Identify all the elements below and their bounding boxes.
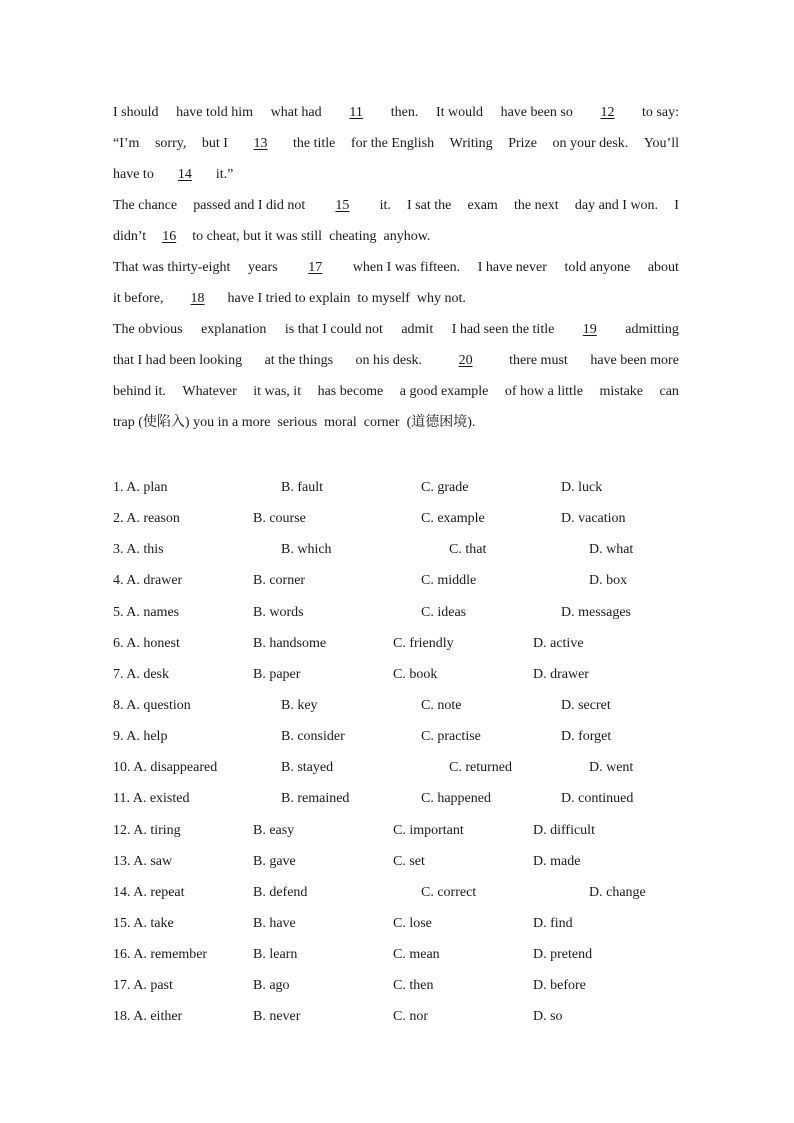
text: on his desk. [355,353,423,368]
text: about [647,260,679,275]
text: exam [467,198,498,213]
passage [113,97,679,438]
question-row [113,939,679,970]
option-c: C. example [421,511,485,527]
option-d: D. box [589,573,628,589]
option-d: D. made [533,853,581,869]
option-c: C. friendly [393,635,454,651]
text: the next [513,198,559,213]
option-b: B. never [253,1009,301,1025]
option-c: C. ideas [421,604,467,620]
text: have told him [176,105,254,120]
text: to say: [642,105,679,120]
text: I [674,198,679,213]
option-d: D. forget [561,729,612,745]
option-c: C. returned [449,760,512,776]
option-c: C. book [393,666,438,682]
text: moral [324,415,357,430]
option-c: C. correct [421,884,477,900]
text: what had [270,105,322,120]
text: didn’t [113,229,147,244]
question-row [113,846,679,877]
passage-line-5 [113,221,679,252]
text: I should [113,105,159,120]
option-c: C. grade [421,480,469,495]
option-a: 18. A. either [113,1009,183,1025]
text: can [659,384,679,399]
question-row [113,472,679,503]
text: admitting [625,322,679,337]
question-row [113,1001,679,1032]
option-b: B. learn [253,947,298,963]
text: to myself [357,291,410,306]
option-b: B. words [253,604,304,620]
option-a: 12. A. tiring [113,822,181,838]
option-b: B. handsome [253,635,327,651]
question-row [113,721,679,752]
option-d: D. active [533,635,584,651]
question-row [113,752,679,783]
text: there must [509,353,568,368]
text: behind it. [113,384,166,399]
text: it was, it [253,384,302,399]
text: have to [113,167,154,182]
option-b: B. fault [281,480,323,495]
text: sorry, [154,136,187,151]
option-a: 4. A. drawer [113,573,183,589]
text: years [248,260,278,275]
text: Prize [508,136,537,151]
text: corner [363,415,400,430]
text: on your desk. [552,136,629,151]
option-b: B. defend [253,884,308,900]
blank-16: 16 [162,229,177,244]
question-row [113,783,679,814]
text: The chance [113,198,178,213]
blank-11: 11 [349,105,363,120]
text: passed and I did not [193,198,306,213]
passage-line-1 [113,97,679,128]
text: serious [277,415,318,430]
text: of how a little [504,384,583,399]
passage-line-8 [113,314,679,345]
passage-line-9 [113,345,679,376]
option-c: C. practise [421,729,481,745]
text: day and I won. [574,198,659,213]
text: The obvious [113,322,183,337]
option-d: D. vacation [561,511,626,527]
option-c: C. lose [393,915,432,931]
question-row [113,597,679,628]
option-b: B. gave [253,853,296,869]
passage-line-3 [113,159,679,190]
blank-20: 20 [458,353,473,368]
option-d: D. continued [561,791,634,807]
text: it. [379,198,391,213]
answer-options [113,472,679,1033]
text: admit [401,322,434,337]
passage-line-6 [113,252,679,283]
option-c: C. set [393,853,425,869]
text: the title [293,136,336,151]
text: it before, [113,291,164,306]
text: is that I could not [284,322,383,337]
text: at the things [264,353,334,368]
text: Writing [449,136,493,151]
question-row [113,659,679,690]
option-d: D. find [533,915,573,931]
text: (道德困境). [406,415,476,430]
text: mistake [599,384,644,399]
passage-line-10 [113,376,679,407]
option-b: B. key [281,697,318,713]
text: told anyone [564,260,631,275]
text: has become [317,384,384,399]
question-row [113,970,679,1001]
text: a good example [399,384,489,399]
blank-12: 12 [600,105,615,120]
option-c: C. important [393,822,464,838]
option-c: C. middle [421,573,477,589]
passage-line-4 [113,190,679,221]
option-d: D. messages [561,604,631,620]
text: It would [435,105,483,120]
text: That was thirty-eight [113,260,231,275]
text: cheating [329,229,377,244]
option-b: B. remained [281,791,350,807]
option-b: B. course [253,511,306,527]
text: trap (使陷入) you in a more [113,415,271,430]
option-a: 17. A. past [113,978,173,994]
option-c: C. mean [393,947,440,963]
option-b: B. corner [253,573,306,589]
option-d: D. went [589,760,634,776]
option-d: D. what [589,542,634,558]
question-row [113,908,679,939]
text: have been more [590,353,679,368]
text: “I’m [113,136,140,151]
text: anyhow. [383,229,431,244]
option-a: 9. A. help [113,729,168,745]
passage-line-7 [113,283,679,314]
option-d: D. pretend [533,947,593,963]
text: I have never [477,260,547,275]
option-a: 3. A. this [113,542,164,558]
option-d: D. change [589,884,646,900]
option-b: B. have [253,915,296,931]
blank-13: 13 [253,136,268,151]
question-row [113,877,679,908]
option-a: 2. A. reason [113,511,180,527]
text: to cheat, but it was still [192,229,323,244]
option-b: B. consider [281,729,345,745]
text: then. [390,105,419,120]
text: Whatever [182,384,237,399]
blank-18: 18 [190,291,205,306]
option-d: D. before [533,978,586,994]
option-a: 5. A. names [113,604,180,620]
blank-14: 14 [177,167,192,182]
option-d: D. luck [561,480,603,495]
question-row [113,565,679,596]
option-a: 11. A. existed [113,791,190,807]
text: I sat the [407,198,452,213]
option-c: C. that [449,542,487,558]
option-a: 14. A. repeat [113,884,185,900]
blank-19: 19 [582,322,597,337]
text: I had seen the title [451,322,555,337]
option-b: B. ago [253,978,290,994]
option-c: C. note [421,697,462,713]
option-b: B. easy [253,822,295,838]
option-d: D. drawer [533,666,589,682]
option-d: D. so [533,1009,563,1025]
passage-line-11 [113,407,679,438]
option-a: 15. A. take [113,915,174,931]
text: but I [201,136,228,151]
question-row [113,534,679,565]
text: have I tried to explain [227,291,351,306]
passage-line-2 [113,128,679,159]
blank-15: 15 [335,198,350,213]
option-c: C. happened [421,791,491,807]
text: that I had been looking [113,353,243,368]
option-c: C. then [393,978,434,994]
question-row [113,503,679,534]
option-b: B. stayed [281,760,334,776]
option-a: 7. A. desk [113,666,169,682]
option-a: 16. A. remember [113,947,208,963]
text: for the English [350,136,435,151]
text: You’ll [643,136,679,151]
text: why not. [416,291,466,306]
option-d: D. difficult [533,822,595,838]
text: it.” [215,167,234,182]
option-b: B. which [281,542,332,558]
option-a: 10. A. disappeared [113,760,218,776]
option-d: D. secret [561,697,611,713]
question-row [113,690,679,721]
blank-17: 17 [308,260,323,275]
option-a: 6. A. honest [113,635,180,651]
option-a: 13. A. saw [113,853,173,869]
option-b: B. paper [253,666,301,682]
text: explanation [201,322,267,337]
text: when I was fifteen. [352,260,461,275]
option-a: 8. A. question [113,697,191,713]
option-c: C. nor [393,1009,428,1025]
option-a: 1. A. plan [113,480,168,495]
question-row [113,628,679,659]
text: have been so [500,105,573,120]
question-row [113,815,679,846]
